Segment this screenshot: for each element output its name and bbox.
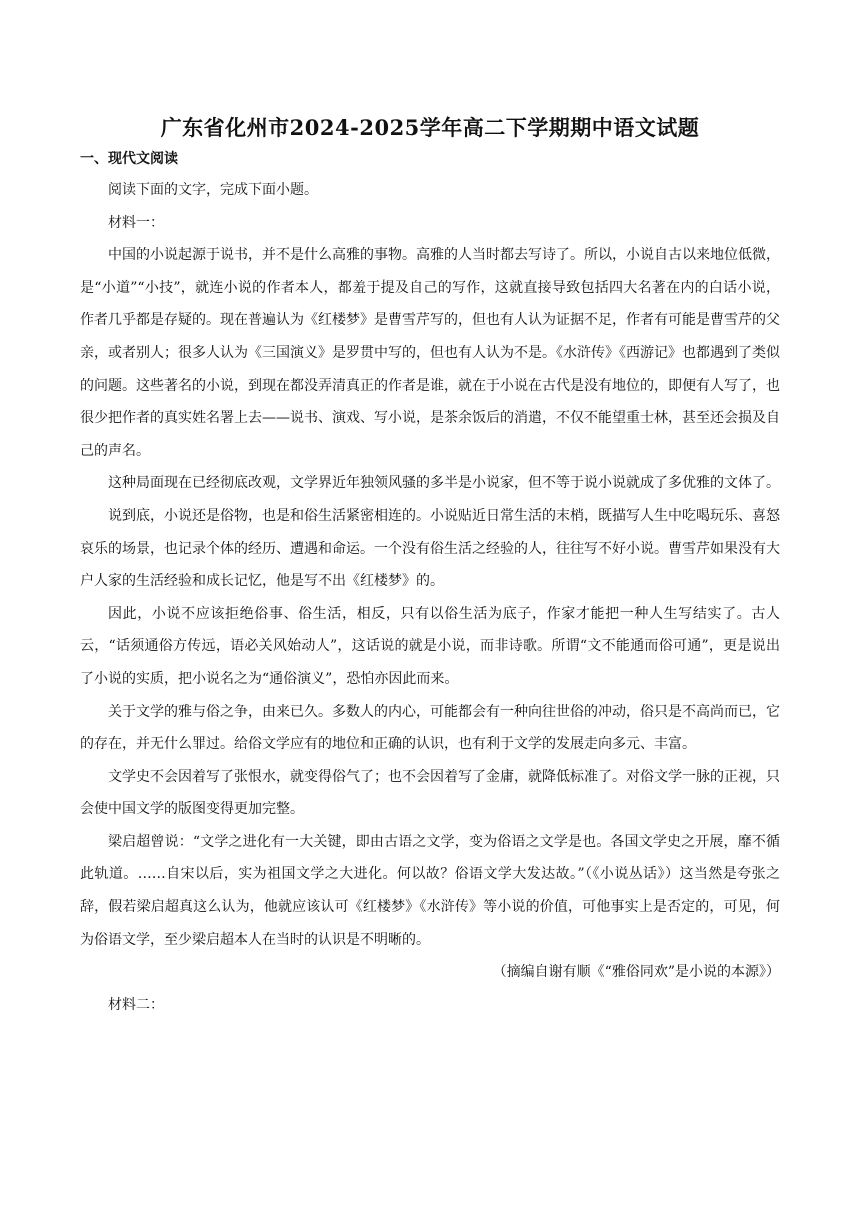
paragraph: 中国的小说起源于说书，并不是什么高雅的事物。高雅的人当时都去写诗了。所以，小说自古以来地位低微，是“小道”“小技”，就连小说的作者本人，都羞于提及自己的写作，这就直接导致包括四大名著在内的白话小说，作者几乎都是存疑的。现在普遍认为《红楼梦》是曹雪芹写的，但也有人认为证据不足，作者有可能是曹雪芹的父亲，或者别人；很多人认为《三国演义》是罗贯中写的，但也有人认为不是。《水浒传》《西游记》也都遇到了类似的问题。这些著名的小说，到现在都没弄清真正的作者是谁，就在于小说在古代是没有地位的，即便有人写了，也很少把作者的真实姓名署上去——说书、演戏、写小说，是茶余饭后的消遣，不仅不能望重士林，甚至还会损及自己的声名。	[80, 247, 780, 459]
paragraph: 文学史不会因着写了张恨水，就变得俗气了；也不会因着写了金庸，就降低标准了。对俗文学一脉的正视，只会使中国文学的版图变得更加完整。	[80, 768, 780, 818]
paragraph: 说到底，小说还是俗物，也是和俗生活紧密相连的。小说贴近日常生活的末梢，既描写人生中吃喝玩乐、喜怒哀乐的场景，也记录个体的经历、遭遇和命运。一个没有俗生活之经验的人，往往写不好小说。曹雪芹如果没有大户人家的生活经验和成长记忆，他是写不出《红楼梦》的。	[80, 507, 780, 590]
paragraph: 梁启超曾说：“文学之进化有一大关键，即由古语之文学，变为俗语之文学是也。各国文学史之开展，靡不循此轨道。……自宋以后，实为祖国文学之大进化。何以故？俗语文学大发达故。”（《小说丛话》）这当然是夸张之辞，假若梁启超真这么认为，他就应该认可《红楼梦》《水浒传》等小说的价值，可他事实上是否定的，可见，何为俗语文学，至少梁启超本人在当时的认识是不明晰的。	[80, 833, 780, 948]
paragraph: 关于文学的雅与俗之争，由来已久。多数人的内心，可能都会有一种向往世俗的冲动，俗只是不高尚而已，它的存在，并无什么罪过。给俗文学应有的地位和正确的认识，也有利于文学的发展走向多元、丰富。	[80, 703, 780, 753]
source-citation: （摘编自谢有顺《“雅俗同欢”是小说的本源》）	[492, 964, 780, 981]
reading-passage	[80, 174, 780, 1021]
material-one-label: 材料一：	[108, 214, 164, 231]
paragraph: 这种局面现在已经彻底改观，文学界近年独领风骚的多半是小说家，但不等于说小说就成了多优雅的文体了。	[108, 475, 780, 492]
section-heading: 一、现代文阅读	[80, 151, 178, 167]
material-two-label: 材料二：	[108, 996, 164, 1013]
page-title: 广东省化州市2024-2025学年高二下学期期中语文试题	[160, 115, 700, 140]
paragraph: 因此，小说不应该拒绝俗事、俗生活，相反，只有以俗生活为底子，作家才能把一种人生写结实了。古人云，“话须通俗方传远，语必关风始动人”，这话说的就是小说，而非诗歌。所谓“文不能通而俗可通”，更是说出了小说的实质，把小说名之为“通俗演义”，恐怕亦因此而来。	[80, 605, 780, 687]
instruction-text: 阅读下面的文字，完成下面小题。	[108, 182, 318, 198]
